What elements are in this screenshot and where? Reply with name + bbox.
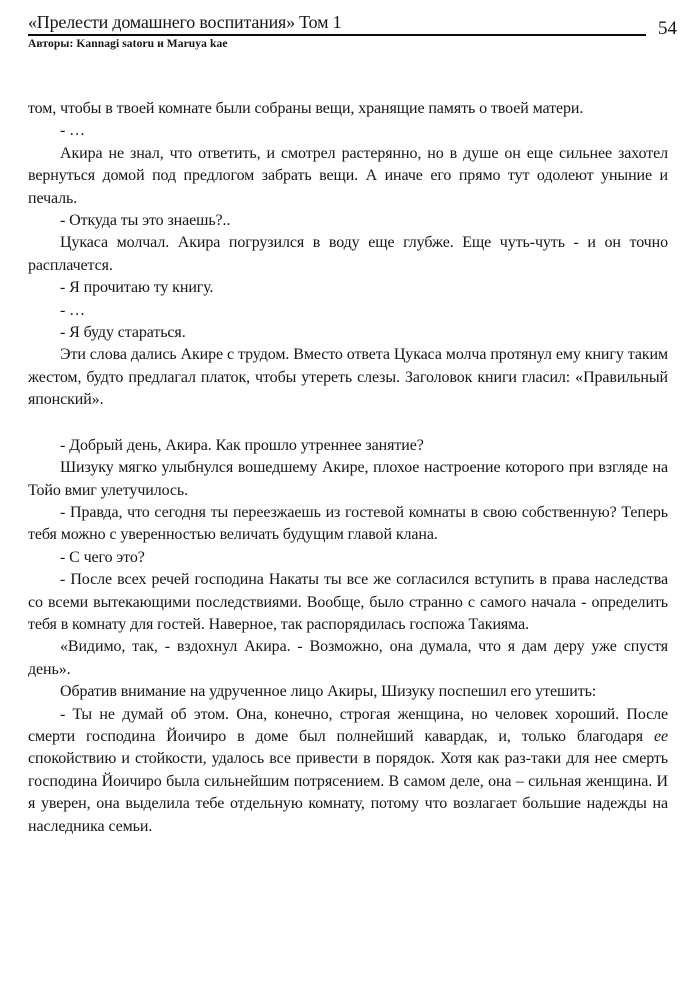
paragraph: - Добрый день, Акира. Как прошло утреннее занятие? (60, 436, 424, 454)
page-title: «Прелести домашнего воспитания» Том 1 (28, 12, 646, 36)
page-number: 54 (658, 18, 677, 39)
paragraph: Цукаса молчал. Акира погрузился в воду еще глубже. Еще чуть-чуть - и он точно расплачется. (28, 234, 668, 274)
paragraph: - Ты не думай об этом. Она, конечно, строгая женщина, но человек хороший. После смерти господина Йоичиро в доме был полнейший кавардак, и, только благодаря ее спокойствию и стойкости, удалось все привести в порядок. Хотя как раз-таки для нее смерть господина Йоичиро была сильнейшим потрясением. В самом деле, она – сильная женщина. И я уверен, она выделила тебе отдельную комнату, потому что возлагает большие надежды на наследника семьи. (28, 705, 668, 835)
paragraph: - С чего это? (60, 548, 145, 566)
authors-line: Авторы: Kannagi satoru и Maruya kae (28, 38, 228, 50)
paragraph: - Откуда ты это знаешь?.. (60, 212, 231, 230)
paragraph: - Я буду стараться. (60, 324, 186, 342)
blank-line (28, 412, 668, 435)
document-body (28, 98, 668, 838)
paragraph: Обратив внимание на удрученное лицо Акиры, Шизуку поспешил его утешить: (60, 683, 597, 701)
paragraph: - … (60, 301, 86, 319)
paragraph: - Я прочитаю ту книгу. (60, 279, 214, 297)
page-header (28, 12, 677, 50)
paragraph: - … (60, 122, 86, 140)
paragraph: том, чтобы в твоей комнате были собраны вещи, хранящие память о твоей матери. (28, 100, 584, 117)
paragraph: - Правда, что сегодня ты переезжаешь из гостевой комнаты в свою собственную? Теперь тебя можно с уверенностью величать будущим главой клана. (28, 503, 668, 544)
paragraph: Эти слова дались Акире с трудом. Вместо ответа Цукаса молча протянул ему книгу таким жестом, будто предлагал платок, чтобы утереть слезы. Заголовок книги гласил: «Правильный японский». (28, 346, 668, 409)
paragraph: «Видимо, так, - вздохнул Акира. - Возможно, она думала, что я дам деру уже спустя день». (28, 638, 668, 678)
paragraph: Шизуку мягко улыбнулся вошедшему Акире, плохое настроение которого при взгляде на Тойо вмиг улетучилось. (28, 459, 668, 499)
header-title-row (28, 12, 677, 39)
paragraph: - После всех речей господина Накаты ты все же согласился вступить в права наследства со всеми вытекающими последствиями. Вообще, было странно с самого начала - определить тебя в комнату для гостей. Наверное, так распорядилась госпожа Такияма. (28, 571, 668, 633)
paragraph: Акира не знал, что ответить, и смотрел растерянно, но в душе он еще сильнее захотел вернуться домой под предлогом забрать вещи. А иначе его прямо тут одолеют уныние и печаль. (28, 144, 668, 207)
